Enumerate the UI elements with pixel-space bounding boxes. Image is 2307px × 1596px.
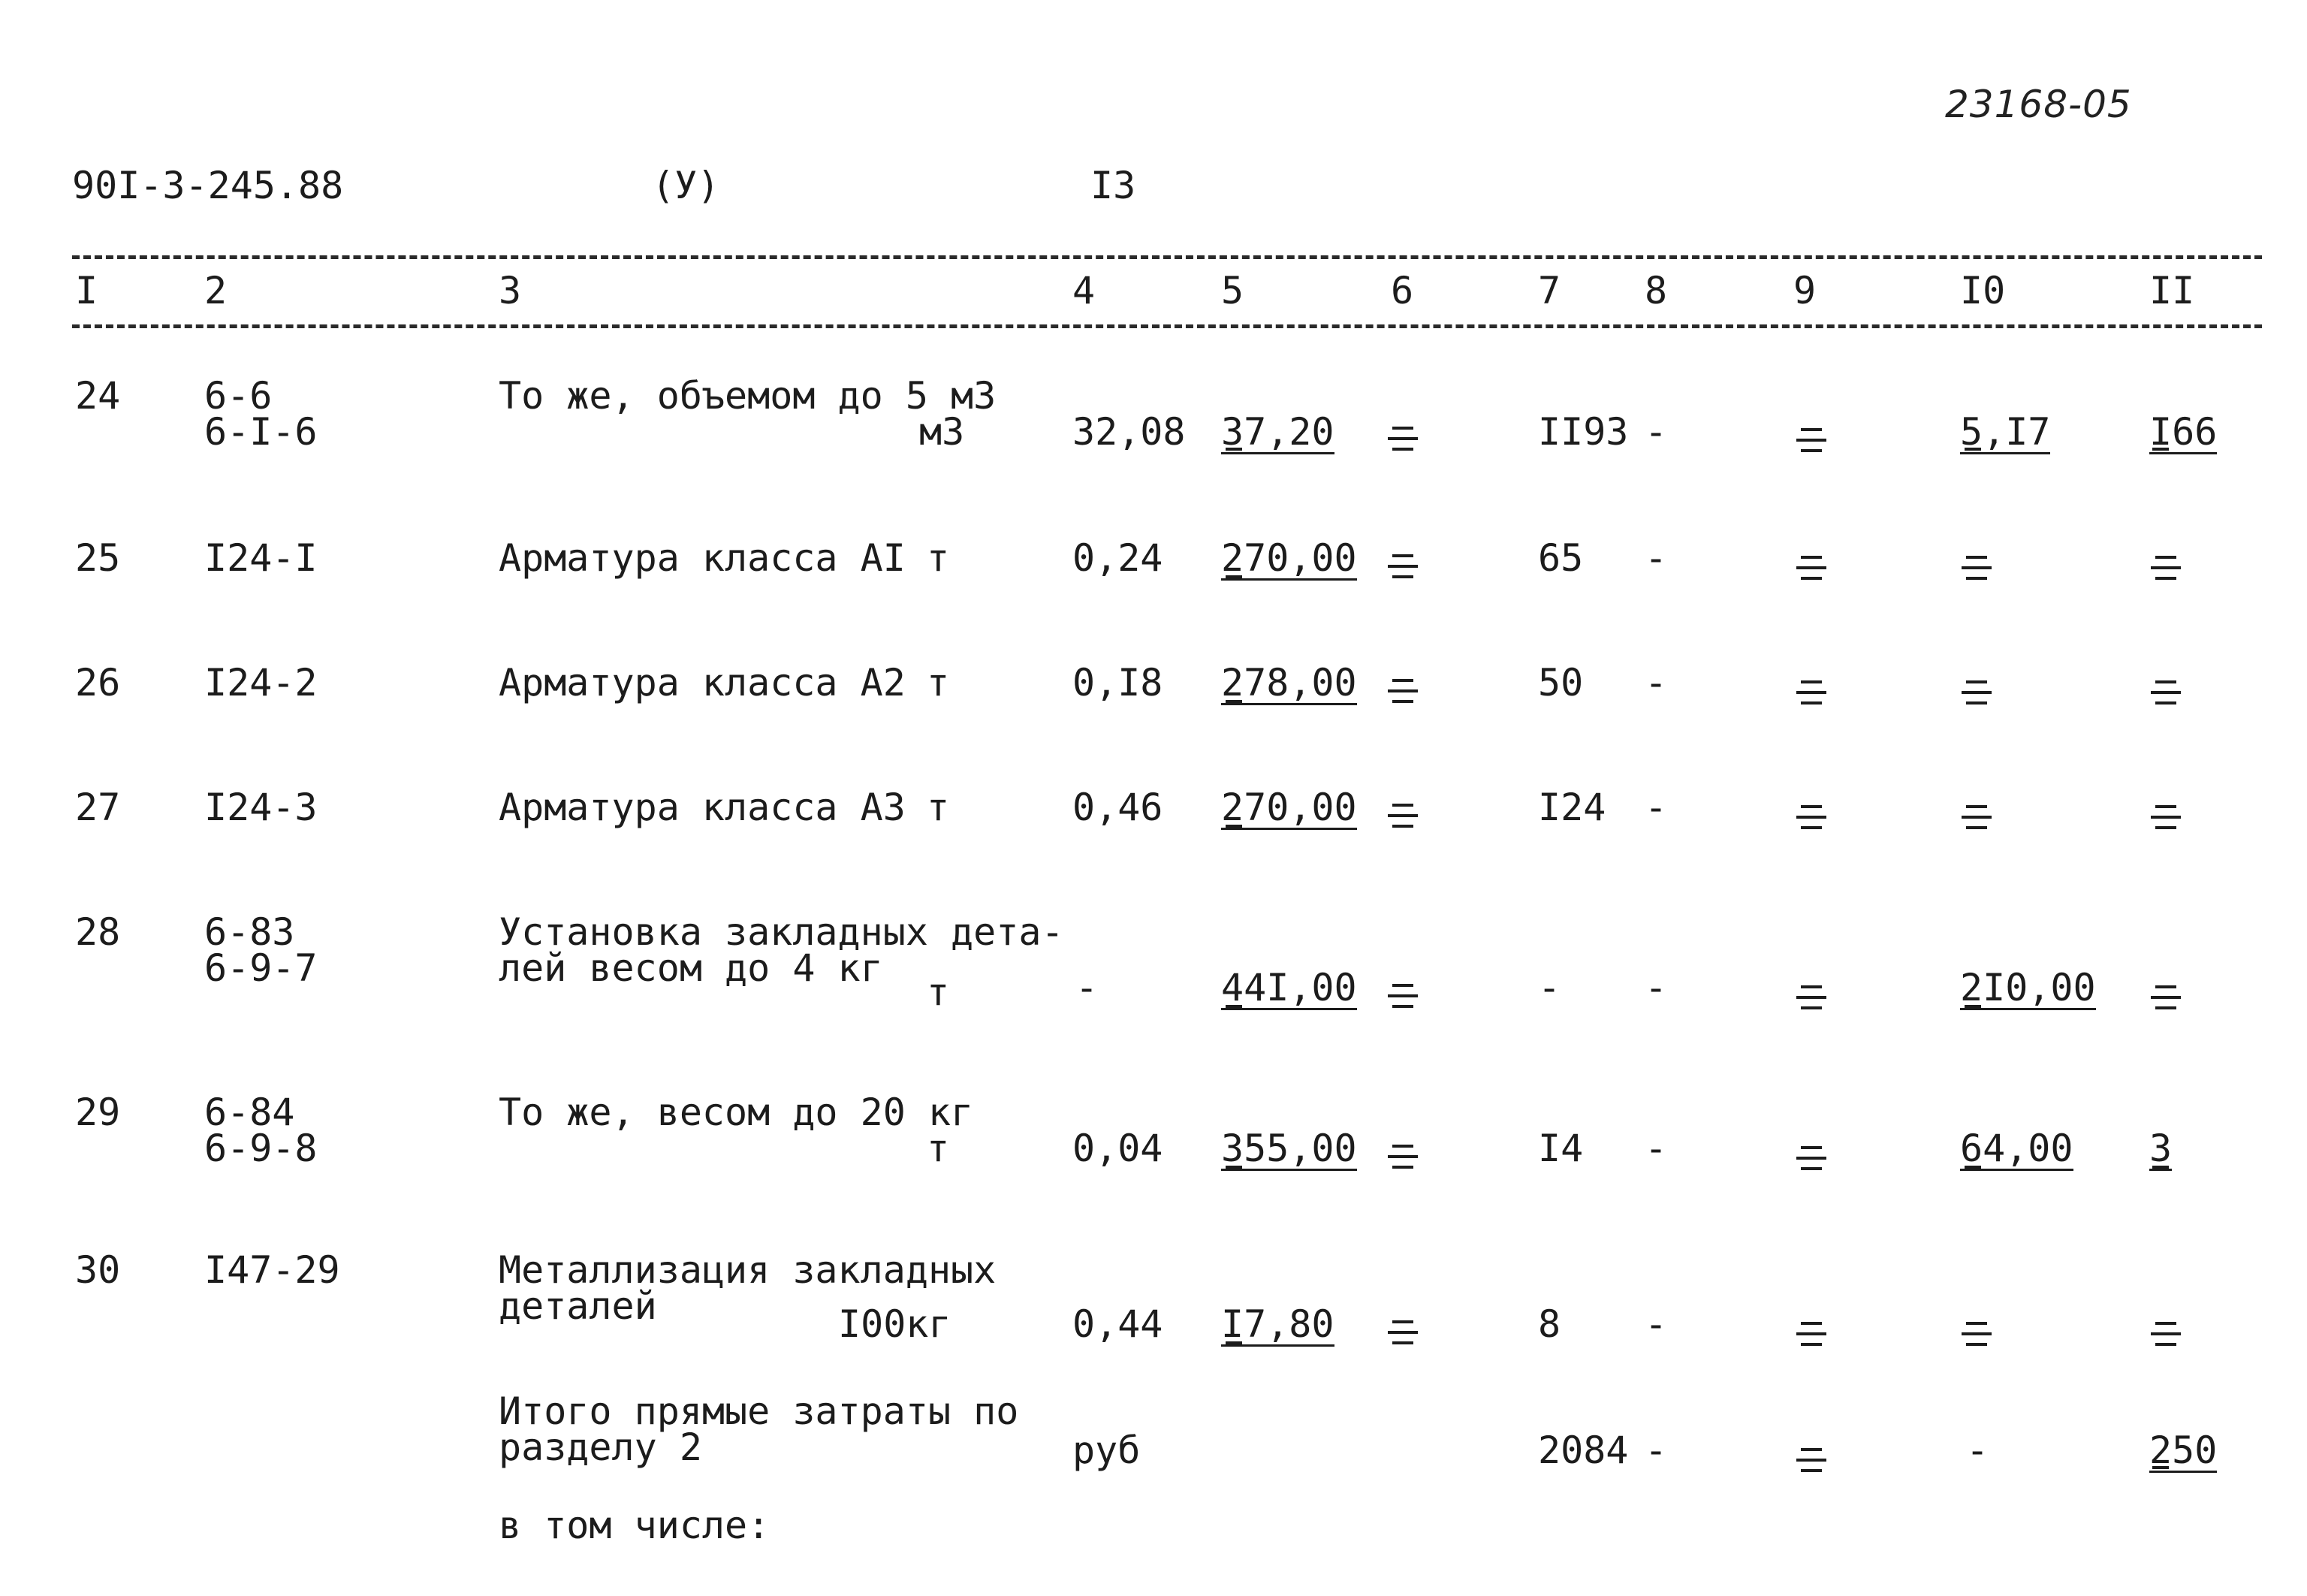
column-header: 8 <box>1645 269 1668 312</box>
quantity: 0,44 <box>1072 1302 1163 1346</box>
ditto-mark <box>1966 577 1987 580</box>
ditto-mark <box>1392 427 1413 430</box>
unit: I00кг <box>838 1302 951 1346</box>
row-number: 27 <box>75 786 121 829</box>
header-bottom-rule <box>72 324 2262 328</box>
ditto-mark <box>1796 1157 1826 1160</box>
column-8-value: - <box>1645 1302 1668 1346</box>
total-cost: I24 <box>1538 786 1606 829</box>
ditto-mark <box>2155 701 2176 704</box>
ditto-mark <box>2152 1466 2169 1469</box>
rate-code: I24-2 <box>204 661 318 704</box>
column-10-value: 2I0,00 <box>1960 966 2096 1009</box>
ditto-mark <box>1226 575 1242 578</box>
ditto-mark <box>1796 996 1826 999</box>
footer-note: в том числе: <box>499 1504 771 1547</box>
ditto-mark <box>1966 680 1987 683</box>
header-top-rule <box>72 255 2262 259</box>
column-header: 2 <box>204 269 228 312</box>
ditto-mark <box>1796 1332 1826 1335</box>
unit-price: 278,00 <box>1221 661 1357 704</box>
ditto-mark <box>1801 449 1822 452</box>
ditto-mark <box>1966 1322 1987 1325</box>
ditto-mark <box>1966 556 1987 559</box>
column-10-value: 64,00 <box>1960 1127 2073 1170</box>
ditto-mark <box>1801 1167 1822 1170</box>
ditto-mark <box>2155 1343 2176 1346</box>
column-header: 4 <box>1072 269 1096 312</box>
column-8-value: - <box>1645 1127 1668 1170</box>
ditto-mark <box>2155 985 2176 988</box>
ditto-mark <box>1392 1166 1413 1169</box>
ditto-mark <box>1801 577 1822 580</box>
ditto-mark <box>1966 701 1987 704</box>
unit: т <box>927 970 950 1014</box>
quantity: 0,24 <box>1072 536 1163 580</box>
ditto-mark <box>1226 448 1242 451</box>
ditto-mark <box>1392 1145 1413 1148</box>
rate-code: I24-I <box>204 536 318 580</box>
quantity: - <box>1075 966 1099 1009</box>
total-cost: 8 <box>1538 1302 1561 1346</box>
ditto-mark <box>1392 575 1413 578</box>
work-description-continued: деталей <box>499 1284 657 1328</box>
unit: т <box>927 661 950 704</box>
rate-code: 6-6 <box>204 374 273 418</box>
column-11-value: 250 <box>2149 1429 2218 1472</box>
quantity: 0,04 <box>1072 1127 1163 1170</box>
ditto-mark <box>1226 700 1242 703</box>
rate-code-secondary: 6-9-7 <box>204 946 318 990</box>
ditto-mark <box>1801 1322 1822 1325</box>
ditto-mark <box>1801 1448 1822 1451</box>
ditto-mark <box>1966 1343 1987 1346</box>
unit: т <box>927 536 950 580</box>
ditto-mark <box>1388 689 1418 692</box>
column-11-value: 3 <box>2149 1127 2173 1170</box>
total-description: Итого прямые затраты по <box>499 1389 1019 1433</box>
total-cost: II93 <box>1538 410 1629 454</box>
total-unit: руб <box>1072 1429 1141 1472</box>
column-header: I <box>75 269 98 312</box>
work-description: Арматура класса AI <box>499 536 906 580</box>
document-code: 90I-3-245.88 <box>72 164 344 207</box>
column-10-value: 5,I7 <box>1960 410 2051 454</box>
unit-price: 355,00 <box>1221 1127 1357 1170</box>
ditto-mark <box>2151 566 2181 569</box>
row-number: 24 <box>75 374 121 418</box>
ditto-mark <box>1796 439 1826 442</box>
column-header: II <box>2149 269 2195 312</box>
ditto-mark <box>1388 437 1418 440</box>
unit: т <box>927 1127 950 1170</box>
quantity: 0,I8 <box>1072 661 1163 704</box>
work-description: Установка закладных дета- <box>499 910 1064 954</box>
unit-price: I7,80 <box>1221 1302 1334 1346</box>
ditto-mark <box>1796 816 1826 819</box>
ditto-mark <box>2155 1322 2176 1325</box>
ditto-mark <box>1966 826 1987 829</box>
work-description: Металлизация закладных <box>499 1248 997 1292</box>
ditto-mark <box>1801 1006 1822 1009</box>
ditto-mark <box>1801 826 1822 829</box>
ditto-mark <box>1962 816 1992 819</box>
ditto-mark <box>2152 1166 2169 1169</box>
unit: т <box>927 786 950 829</box>
rate-code: 6-84 <box>204 1091 295 1134</box>
column-8-value: - <box>1645 786 1668 829</box>
ditto-mark <box>1392 825 1413 828</box>
ditto-mark <box>1801 1343 1822 1346</box>
total-cost: 65 <box>1538 536 1584 580</box>
ditto-mark <box>1796 566 1826 569</box>
ditto-mark <box>1801 680 1822 683</box>
ditto-mark <box>1226 825 1242 828</box>
ditto-mark <box>2155 680 2176 683</box>
row-number: 29 <box>75 1091 121 1134</box>
ditto-mark <box>1388 1331 1418 1334</box>
column-header: I0 <box>1960 269 2006 312</box>
ditto-mark <box>1388 565 1418 568</box>
ditto-mark <box>2155 556 2176 559</box>
ditto-mark <box>2155 577 2176 580</box>
column-8-value: - <box>1645 661 1668 704</box>
ditto-mark <box>1226 1166 1242 1169</box>
ditto-mark <box>2155 1006 2176 1009</box>
unit: м3 <box>919 410 965 454</box>
ditto-mark <box>1226 1341 1242 1344</box>
column-8-value: - <box>1645 966 1668 1009</box>
ditto-mark <box>1801 428 1822 431</box>
ditto-mark <box>1392 554 1413 557</box>
ditto-mark <box>1962 1332 1992 1335</box>
document-variant: (У) <box>652 164 720 207</box>
rate-code-secondary: 6-9-8 <box>204 1127 318 1170</box>
unit-price: 270,00 <box>1221 786 1357 829</box>
ditto-mark <box>1801 1469 1822 1472</box>
ditto-mark <box>1965 1005 1981 1008</box>
ditto-mark <box>1388 1155 1418 1158</box>
work-description-continued: лей весом до 4 кг <box>499 946 883 990</box>
column-8-value: - <box>1645 536 1668 580</box>
work-description: То же, весом до 20 кг <box>499 1091 974 1134</box>
ditto-mark <box>2155 826 2176 829</box>
total-cost: I4 <box>1538 1127 1584 1170</box>
unit-price: 270,00 <box>1221 536 1357 580</box>
ditto-mark <box>2152 448 2169 451</box>
ditto-mark <box>2151 996 2181 999</box>
ditto-mark <box>1226 1005 1242 1008</box>
rate-code: 6-83 <box>204 910 295 954</box>
column-header: 6 <box>1391 269 1414 312</box>
ditto-mark <box>1966 805 1987 808</box>
ditto-mark <box>1796 1459 1826 1462</box>
ditto-mark <box>1796 691 1826 694</box>
column-header: 5 <box>1221 269 1244 312</box>
ditto-mark <box>2151 816 2181 819</box>
page-number: I3 <box>1090 164 1136 207</box>
handwritten-reference: 23168-05 <box>1945 83 2132 126</box>
rate-code: I24-3 <box>204 786 318 829</box>
ditto-mark <box>1392 679 1413 682</box>
ditto-mark <box>2155 805 2176 808</box>
ditto-mark <box>1392 1341 1413 1344</box>
row-number: 25 <box>75 536 121 580</box>
ditto-mark <box>1388 814 1418 817</box>
row-number: 30 <box>75 1248 121 1292</box>
work-description: Арматура класса А3 <box>499 786 906 829</box>
ditto-mark <box>1388 994 1418 997</box>
total-cost: 50 <box>1538 661 1584 704</box>
ditto-mark <box>1392 700 1413 703</box>
ditto-mark <box>1392 1320 1413 1323</box>
unit-price: 37,20 <box>1221 410 1334 454</box>
quantity: 32,08 <box>1072 410 1186 454</box>
ditto-mark <box>1801 805 1822 808</box>
total-description-continued: разделу 2 <box>499 1426 702 1469</box>
ditto-mark <box>1962 691 1992 694</box>
column-8-value: - <box>1645 410 1668 454</box>
ditto-mark <box>1965 448 1981 451</box>
row-number: 26 <box>75 661 121 704</box>
column-header: 7 <box>1538 269 1561 312</box>
ditto-mark <box>1801 556 1822 559</box>
total-cost: 2084 <box>1538 1429 1629 1472</box>
ditto-mark <box>2151 1332 2181 1335</box>
ditto-mark <box>1392 448 1413 451</box>
ditto-mark <box>1801 1146 1822 1149</box>
row-number: 28 <box>75 910 121 954</box>
ditto-mark <box>1392 804 1413 807</box>
column-header: 9 <box>1793 269 1817 312</box>
quantity: 0,46 <box>1072 786 1163 829</box>
ditto-mark <box>1965 1166 1981 1169</box>
ditto-mark <box>2151 691 2181 694</box>
column-header: 3 <box>499 269 522 312</box>
ditto-mark <box>1962 566 1992 569</box>
column-10-value: - <box>1966 1429 1989 1472</box>
ditto-mark <box>1801 701 1822 704</box>
total-cost: - <box>1538 966 1561 1009</box>
unit-price: 44I,00 <box>1221 966 1357 1009</box>
column-8-value: - <box>1645 1429 1668 1472</box>
ditto-mark <box>1801 985 1822 988</box>
work-description: То же, объемом до 5 м3 <box>499 374 997 418</box>
ditto-mark <box>1392 984 1413 987</box>
work-description: Арматура класса А2 <box>499 661 906 704</box>
rate-code-secondary: 6-I-6 <box>204 410 318 454</box>
rate-code: I47-29 <box>204 1248 340 1292</box>
ditto-mark <box>1392 1005 1413 1008</box>
column-11-value: I66 <box>2149 410 2218 454</box>
